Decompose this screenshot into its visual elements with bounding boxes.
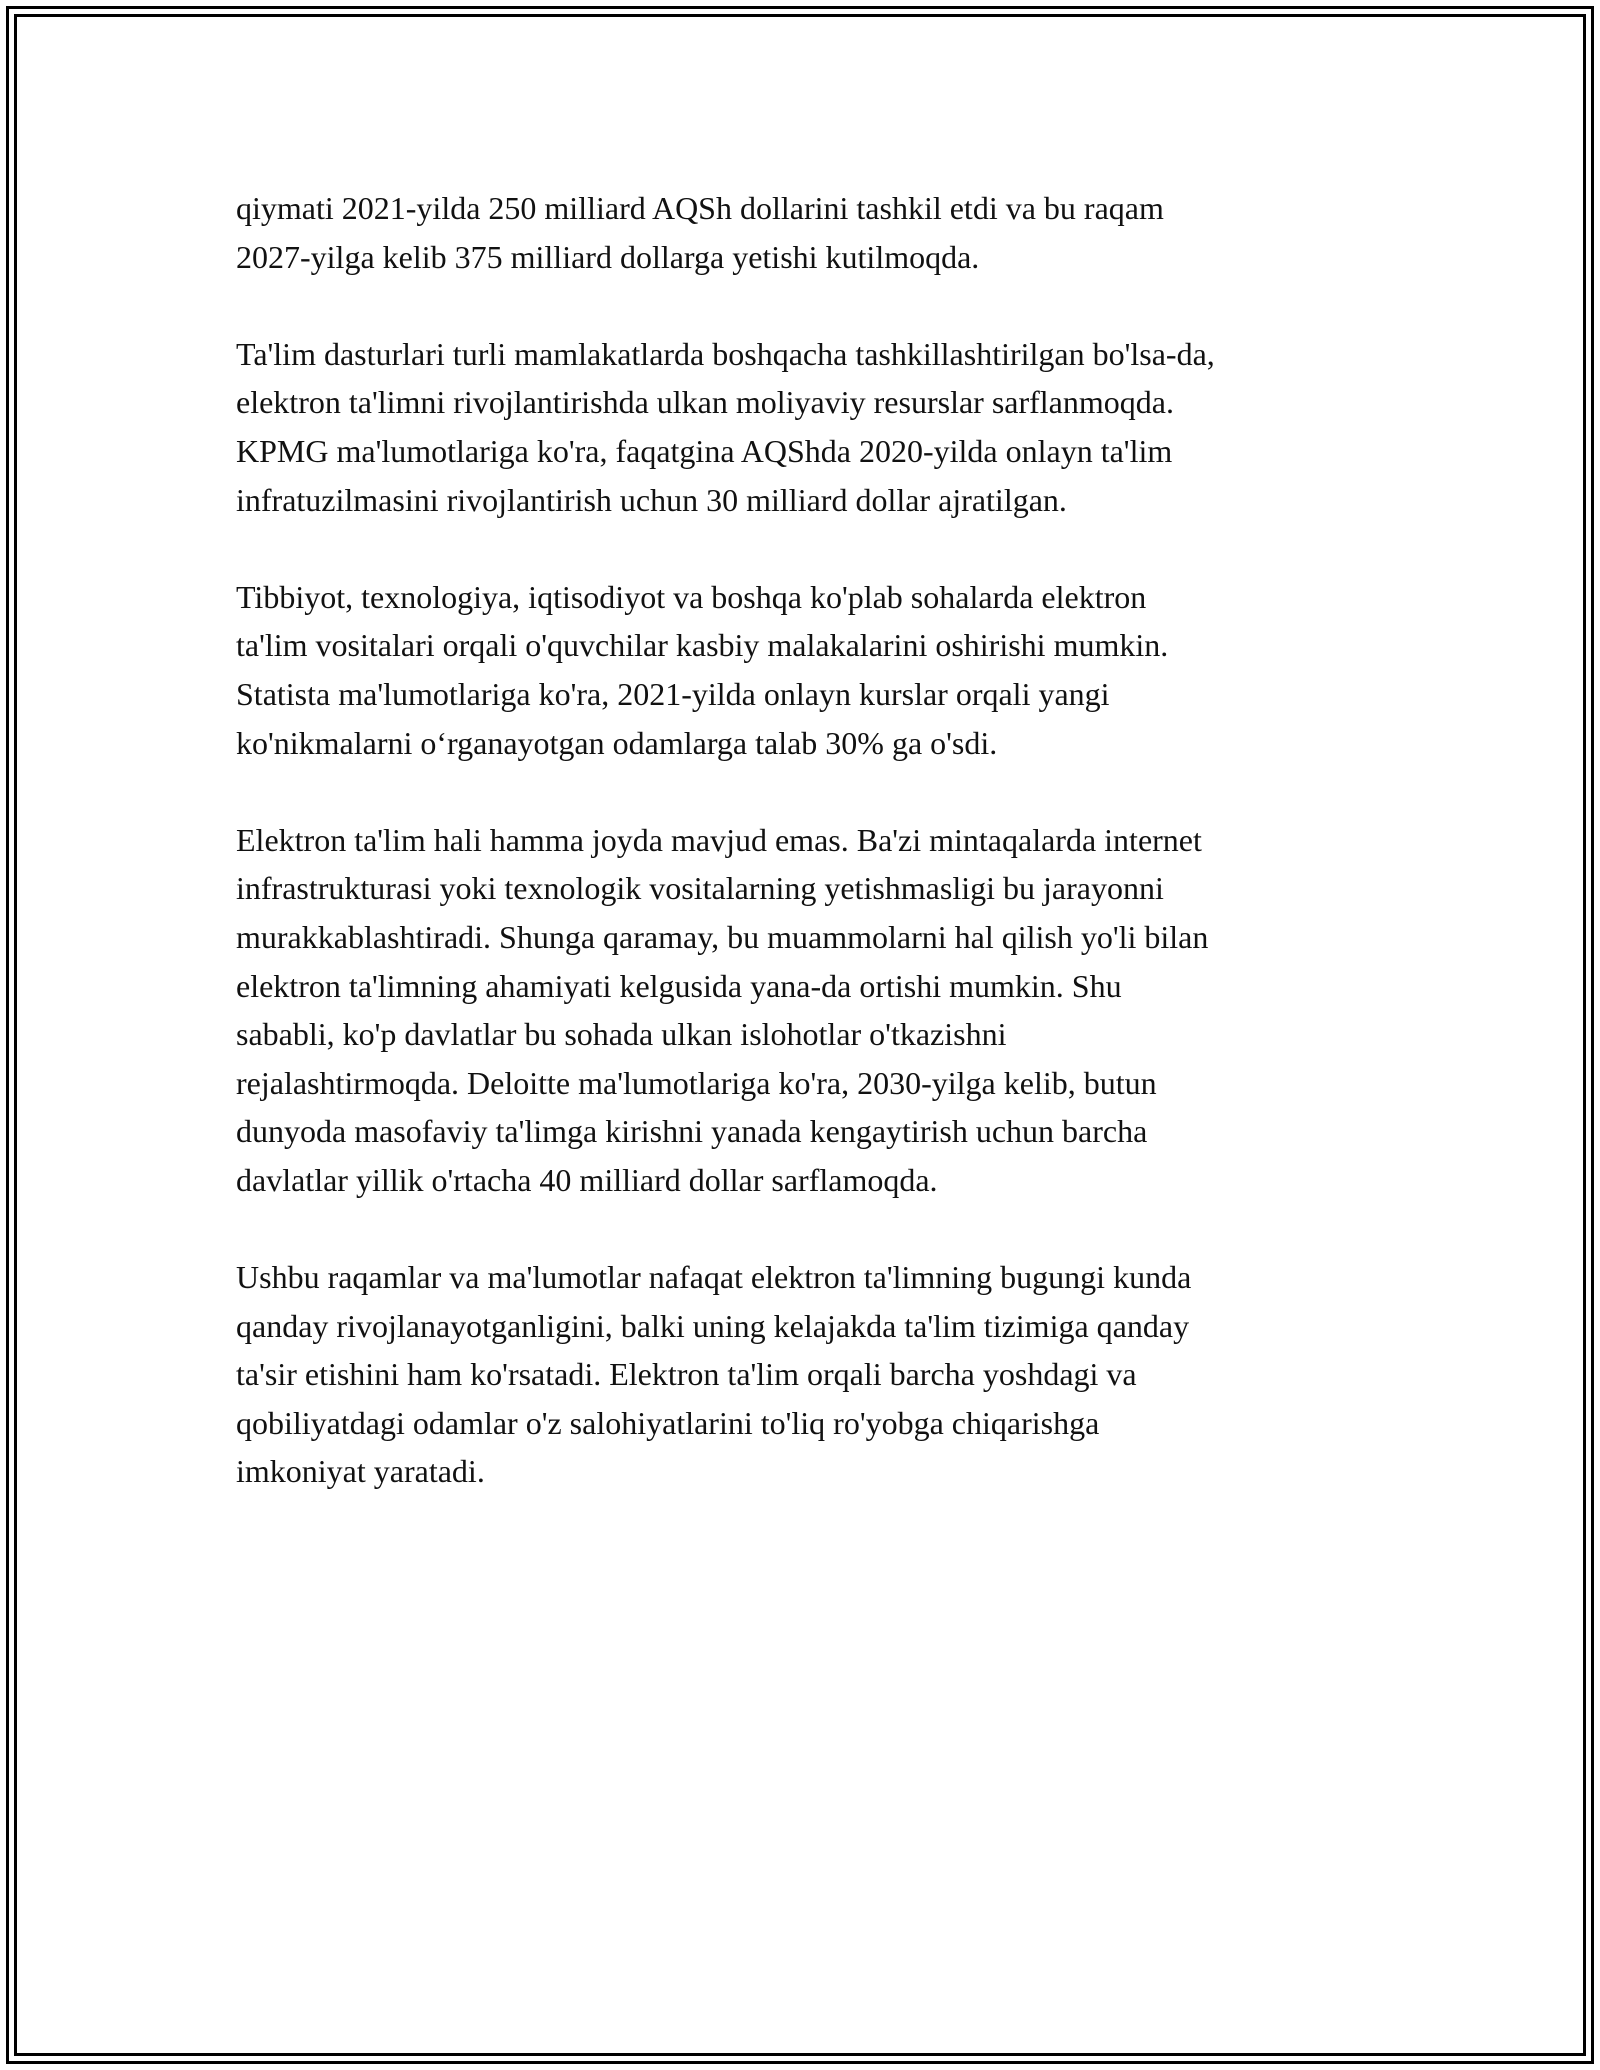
paragraph-5: Ushbu raqamlar va ma'lumotlar nafaqat elektron ta'limning bugungi kunda qanday rivojlanayotganligini, balki uning kelajakda ta'lim tizimiga qanday ta'sir etishini ham ko'rsatadi. Elektron ta'lim orqali barcha yoshdagi va qobiliyatdagi odamlar o'z salohiyatlarini to'liq ro'yobga chiqarishga imkoniyat yaratadi.	[236, 1259, 1192, 1490]
paragraph-3: Tibbiyot, texnologiya, iqtisodiyot va boshqa ko'plab sohalarda elektron ta'lim vositalari orqali o'quvchilar kasbiy malakalarini oshirishi mumkin. Statista ma'lumotlariga ko'ra, 2021-yilda onlayn kurslar orqali yangi ko'nikmalarni o‘rganayotgan odamlarga talab 30% ga o'sdi.	[236, 578, 1169, 761]
document-body	[236, 184, 1376, 1545]
paragraph-4: Elektron ta'lim hali hamma joyda mavjud emas. Ba'zi mintaqalarda internet infrastrukturasi yoki texnologik vositalarning yetishmasligi bu jarayonni murakkablashtiradi. Shunga qaramay, bu muammolarni hal qilish yo'li bilan elektron ta'limning ahamiyati kelgusida yana-da ortishi mumkin. Shu sababli, ko'p davlatlar bu sohada ulkan islohotlar o'tkazishni rejalashtirmoqda. Deloitte ma'lumotlariga ko'ra, 2030-yilga kelib, butun dunyoda masofaviy ta'limga kirishni yanada kengaytirish uchun barcha davlatlar yillik o'rtacha 40 milliard dollar sarflamoqda.	[236, 821, 1209, 1198]
paragraph-2: Ta'lim dasturlari turli mamlakatlarda boshqacha tashkillashtirilgan bo'lsa-da, elektron ta'limni rivojlantirishda ulkan moliyaviy resurslar sarflanmoqda. KPMG ma'lumotlariga ko'ra, faqatgina AQShda 2020-yilda onlayn ta'lim infratuzilmasini rivojlantirish uchun 30 milliard dollar ajratilgan.	[236, 335, 1215, 518]
paragraph-1: qiymati 2021-yilda 250 milliard AQSh dollarini tashkil etdi va bu raqam 2027-yilga kelib 375 milliard dollarga yetishi kutilmoqda.	[236, 190, 1164, 275]
